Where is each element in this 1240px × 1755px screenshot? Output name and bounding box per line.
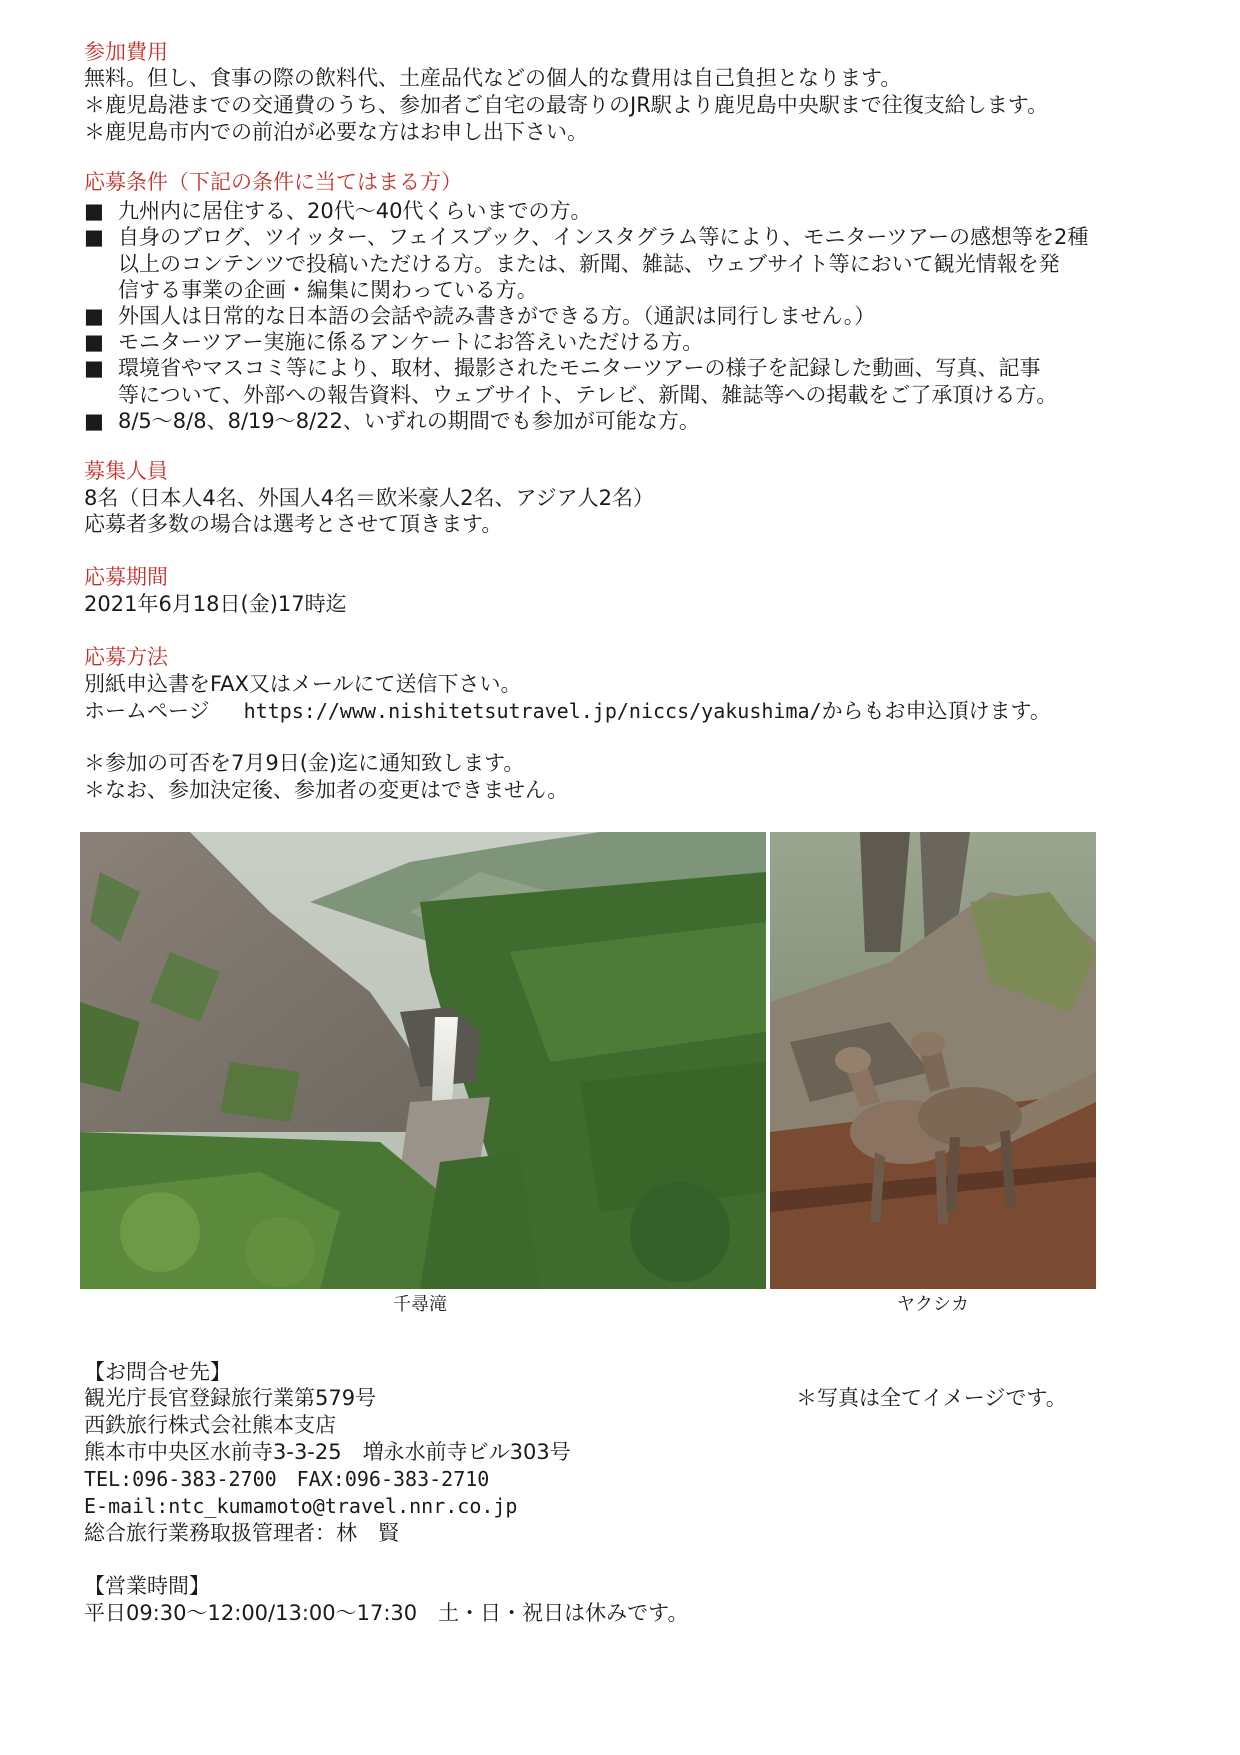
bullet-mark: ■ xyxy=(84,356,104,380)
fee-line: ＊鹿児島港までの交通費のうち、参加者ご自宅の最寄りのJR駅より鹿児島中央駅まで往復支給します。 xyxy=(84,93,1049,117)
bullet-mark: ■ xyxy=(84,199,104,223)
contact-line: 西鉄旅行株式会社熊本支店 xyxy=(84,1413,336,1437)
deer-caption: ヤクシカ xyxy=(897,1294,969,1315)
condition-text: 8/5～8/8、8/19～8/22、いずれの期間でも参加が可能な方。 xyxy=(118,409,700,433)
bullet-mark: ■ xyxy=(84,330,104,354)
condition-text: 九州内に居住する、20代～40代くらいまでの方。 xyxy=(118,199,592,223)
deer-photo xyxy=(770,832,1096,1289)
contact-phone-fax: TEL:096-383-2700 FAX:096-383-2710 xyxy=(84,1467,490,1491)
fee-line: ＊鹿児島市内での前泊が必要な方はお申し出下さい。 xyxy=(84,120,588,144)
conditions-heading: 応募条件（下記の条件に当てはまる方） xyxy=(84,170,462,194)
waterfall-photo xyxy=(80,832,766,1289)
hours-line: 平日09:30～12:00/13:00～17:30 土・日・祝日は休みです。 xyxy=(84,1601,689,1625)
homepage-url-link[interactable]: https://www.nishitetsutravel.jp/niccs/yakushima/ xyxy=(243,699,822,723)
contact-manager: 総合旅行業務取扱管理者：林 賢 xyxy=(84,1521,399,1545)
contact-email-link[interactable]: E-mail:ntc_kumamoto@travel.nnr.co.jp xyxy=(84,1494,518,1518)
method-line: 別紙申込書をFAX又はメールにて送信下さい。 xyxy=(84,672,522,696)
recruit-line: 応募者多数の場合は選考とさせて頂きます。 xyxy=(84,512,503,536)
recruit-line: 8名（日本人4名、外国人4名＝欧米豪人2名、アジア人2名） xyxy=(84,486,654,510)
condition-text: 等について、外部への報告資料、ウェブサイト、テレビ、新聞、雑誌等への掲載をご了承頂ける方。 xyxy=(118,383,1058,407)
waterfall-caption: 千尋滝 xyxy=(393,1294,447,1315)
method-note: ＊参加の可否を7月9日(金)迄に通知致します。 xyxy=(84,751,525,775)
method-note: ＊なお、参加決定後、参加者の変更はできません。 xyxy=(84,778,569,802)
photo-note: ＊写真は全てイメージです。 xyxy=(796,1386,1067,1410)
homepage-suffix: からもお申込頂けます。 xyxy=(821,699,1051,723)
fee-heading: 参加費用 xyxy=(84,40,168,64)
recruit-heading: 募集人員 xyxy=(84,459,168,483)
contact-line: 観光庁長官登録旅行業第579号 xyxy=(84,1386,377,1410)
period-line: 2021年6月18日(金)17時迄 xyxy=(84,592,347,616)
contact-heading: 【お問合せ先】 xyxy=(84,1360,231,1384)
method-heading: 応募方法 xyxy=(84,645,168,669)
condition-text: 環境省やマスコミ等により、取材、撮影されたモニターツアーの様子を記録した動画、写真、記事 xyxy=(118,356,1041,380)
contact-address: 熊本市中央区水前寺3-3-25 増永水前寺ビル303号 xyxy=(84,1440,571,1464)
condition-text: 以上のコンテンツで投稿いただける方。または、新聞、雑誌、ウェブサイト等において観光情報を発 xyxy=(118,252,1060,276)
period-heading: 応募期間 xyxy=(84,565,168,589)
condition-text: 外国人は日常的な日本語の会話や読み書きができる方。（通訳は同行しません。） xyxy=(118,304,876,328)
bullet-mark: ■ xyxy=(84,225,104,249)
homepage-line xyxy=(84,697,1051,725)
condition-text: 自身のブログ、ツイッター、フェイスブック、インスタグラム等により、モニターツアーの感想等を2種 xyxy=(118,225,1089,249)
homepage-label: ホームページ xyxy=(84,699,210,723)
condition-text: 信する事業の企画・編集に関わっている方。 xyxy=(118,278,538,302)
fee-line: 無料。但し、食事の際の飲料代、土産品代などの個人的な費用は自己負担となります。 xyxy=(84,66,902,90)
condition-text: モニターツアー実施に係るアンケートにお答えいただける方。 xyxy=(118,330,704,354)
bullet-mark: ■ xyxy=(84,409,104,433)
bullet-mark: ■ xyxy=(84,304,104,328)
hours-heading: 【営業時間】 xyxy=(84,1574,210,1598)
